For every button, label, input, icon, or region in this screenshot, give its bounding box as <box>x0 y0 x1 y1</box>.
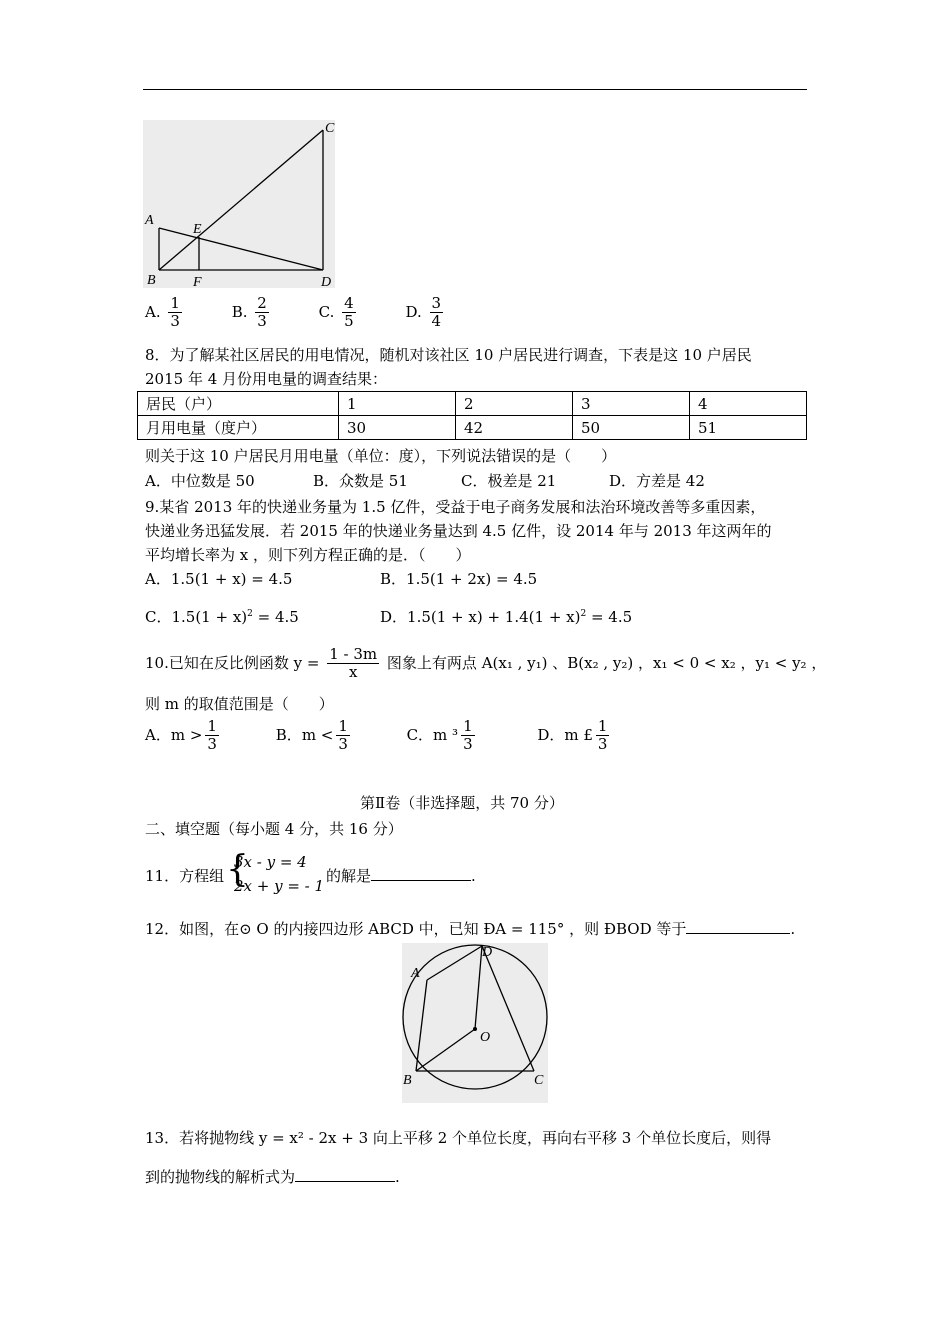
label-a: A <box>411 966 420 981</box>
option-relation: m < <box>301 725 334 744</box>
option-label: C． <box>406 725 434 744</box>
option-label: B. <box>231 302 248 321</box>
q10-option-d <box>537 718 663 754</box>
q11-post <box>326 865 476 886</box>
q11-end: . <box>471 867 476 885</box>
header-rule <box>143 89 807 90</box>
label-d: D <box>482 945 493 960</box>
denominator: 4 <box>431 312 442 331</box>
label-f: F <box>193 275 202 288</box>
table-cell: 3 <box>573 392 690 416</box>
q13-line2-text: 到的抛物线的解析式为 <box>145 1168 296 1186</box>
q8-data-table <box>137 391 807 440</box>
q10-option-c <box>407 718 533 754</box>
q10-options <box>145 718 663 754</box>
q13-end: . <box>395 1168 400 1186</box>
table-row <box>138 416 807 440</box>
label-d: D <box>321 275 332 288</box>
q12-answer-blank <box>686 919 790 934</box>
fraction <box>205 718 219 754</box>
fraction <box>255 295 269 331</box>
numerator: 1 <box>597 717 608 735</box>
option-label: D. <box>405 302 422 321</box>
q12-circle-figure <box>402 943 548 1103</box>
numerator: 1 <box>207 717 217 735</box>
q7-options <box>145 295 488 331</box>
label-o: O <box>480 1030 491 1045</box>
section2-title: 第Ⅱ卷（非选择题，共 70 分） <box>360 794 564 812</box>
q11-answer-blank <box>371 866 471 881</box>
q8-option-a: A．中位数是 50 <box>145 472 255 490</box>
q7-triangle-figure <box>143 120 335 288</box>
table-cell: 月用电量（度户） <box>138 416 339 440</box>
q7-option-d <box>405 295 446 331</box>
q9-option-a: A．1.5(1 + x) = 4.5 <box>145 570 293 588</box>
option-label: A． <box>145 725 171 744</box>
segment-dc <box>482 946 534 1071</box>
denominator: 3 <box>338 735 348 754</box>
q10-line1 <box>145 646 826 682</box>
q8-question: 则关于这 10 户居民月用电量（单位：度），下列说法错误的是（ ） <box>145 447 617 465</box>
table-cell: 50 <box>573 416 690 440</box>
q7-option-a <box>145 295 185 331</box>
q7-option-c <box>319 295 359 331</box>
table-cell: 51 <box>690 416 807 440</box>
table-cell: 居民（户） <box>138 392 339 416</box>
q10-pre: 10.已知在反比例函数 y = <box>145 653 320 672</box>
segment-ab <box>416 980 427 1071</box>
q7-figure-svg <box>143 120 335 288</box>
q9-line2: 快递业务迅猛发展．若 2015 年的快递业务量达到 4.5 亿件，设 2014 年与 2013 年这两年的 <box>145 522 772 540</box>
q9-option-d <box>380 606 632 627</box>
table-cell: 2 <box>456 392 573 416</box>
denominator: 3 <box>170 312 180 331</box>
q11-eq1: 3x - y = 4 <box>234 853 307 871</box>
q8-option-b: B．众数是 51 <box>313 472 408 490</box>
fraction <box>168 295 182 331</box>
option-relation: m > <box>170 725 203 744</box>
label-e: E <box>193 222 202 237</box>
fraction <box>336 718 350 754</box>
option-label: B． <box>275 725 302 744</box>
q9-option-c-base: C．1.5(1 + x) <box>145 608 248 626</box>
numerator: 3 <box>431 294 442 312</box>
label-a: A <box>145 213 154 228</box>
q9-option-d-exponent: 2 <box>580 609 587 619</box>
q8-text-line2: 2015 年 4 月份用电量的调查结果： <box>145 370 388 388</box>
q12-text <box>145 918 795 939</box>
q13-line1: 13．若将抛物线 y = x² - 2x + 3 向上平移 2 个单位长度，再向右平移 3 个单位长度后，则得 <box>145 1129 772 1147</box>
q9-option-c-rhs: = 4.5 <box>252 608 299 626</box>
numerator: 1 <box>463 717 473 735</box>
circle-o <box>403 945 547 1089</box>
label-c: C <box>325 121 335 136</box>
q12-figure-svg <box>402 943 548 1103</box>
table-cell: 30 <box>339 416 456 440</box>
numerator: 4 <box>344 294 354 312</box>
numerator: 2 <box>257 294 267 312</box>
fraction <box>461 718 475 754</box>
segment-ob <box>416 1029 475 1071</box>
option-relation: m ³ <box>433 725 459 744</box>
denominator: x <box>348 663 358 682</box>
q8-option-d: D．方差是 42 <box>609 472 705 490</box>
q9-option-d-rhs: = 4.5 <box>586 608 633 626</box>
q9-option-d-base: D．1.5(1 + x) + 1.4(1 + x) <box>380 608 581 626</box>
option-label: A. <box>145 302 161 321</box>
fraction <box>596 718 610 754</box>
denominator: 5 <box>344 312 354 331</box>
q10-line2: 则 m 的取值范围是（ ） <box>145 695 334 713</box>
q10-fraction <box>327 646 379 682</box>
table-cell: 42 <box>456 416 573 440</box>
numerator: 1 - 3m <box>329 645 378 663</box>
q11-label: 11．方程组 <box>145 867 225 885</box>
q8-text-line1: 8．为了解某社区居民的用电情况，随机对该社区 10 户居民进行调查，下表是这 10 户居民 <box>145 346 752 364</box>
q11-post-text: 的解是 <box>326 867 372 885</box>
section2-subtitle: 二、填空题（每小题 4 分，共 16 分） <box>145 820 403 838</box>
q11-brace: { <box>226 849 249 890</box>
q9-line1: 9.某省 2013 年的快递业务量为 1.5 亿件，受益于电子商务发展和法治环境改善等多重因素， <box>145 498 766 516</box>
label-b: B <box>403 1073 412 1088</box>
table-row <box>138 392 807 416</box>
option-relation: m £ <box>564 725 593 744</box>
center-point <box>473 1027 477 1031</box>
q12-end: . <box>790 920 796 938</box>
q9-line3: 平均增长率为 x ，则下列方程正确的是．（ ） <box>145 546 471 564</box>
q9-option-c <box>145 606 299 627</box>
label-c: C <box>534 1073 544 1088</box>
denominator: 3 <box>463 735 473 754</box>
numerator: 1 <box>170 294 180 312</box>
segment-od <box>475 946 482 1029</box>
q8-options <box>145 470 705 491</box>
option-label: D． <box>537 725 565 744</box>
label-b: B <box>147 273 156 288</box>
q9-option-c-exponent: 2 <box>247 609 253 619</box>
table-cell: 1 <box>339 392 456 416</box>
q10-option-a <box>145 718 271 754</box>
q13-answer-blank <box>295 1167 395 1182</box>
denominator: 3 <box>207 735 217 754</box>
q10-option-b <box>276 718 402 754</box>
denominator: 3 <box>597 735 608 754</box>
q13-line2 <box>145 1166 400 1187</box>
q11-eq2: 2x + y = - 1 <box>234 877 325 895</box>
option-label: C. <box>318 302 335 321</box>
segment-ad <box>427 946 482 980</box>
q12-text-body: 12．如图，在⊙ O 的内接四边形 ABCD 中，已知 ÐA = 115° ，则 ÐBOD 等于 <box>145 920 687 938</box>
numerator: 1 <box>338 717 348 735</box>
fraction <box>430 295 444 331</box>
q7-option-b <box>232 295 272 331</box>
table-cell: 4 <box>690 392 807 416</box>
fraction <box>342 295 356 331</box>
q9-option-b: B．1.5(1 + 2x) = 4.5 <box>380 570 538 588</box>
q8-option-c: C．极差是 21 <box>461 472 557 490</box>
q10-post: 图象上有两点 A(x₁ , y₁) 、B(x₂ , y₂) ，x₁ < 0 < x₂ ，y₁ < y₂ ， <box>386 653 827 672</box>
denominator: 3 <box>257 312 267 331</box>
